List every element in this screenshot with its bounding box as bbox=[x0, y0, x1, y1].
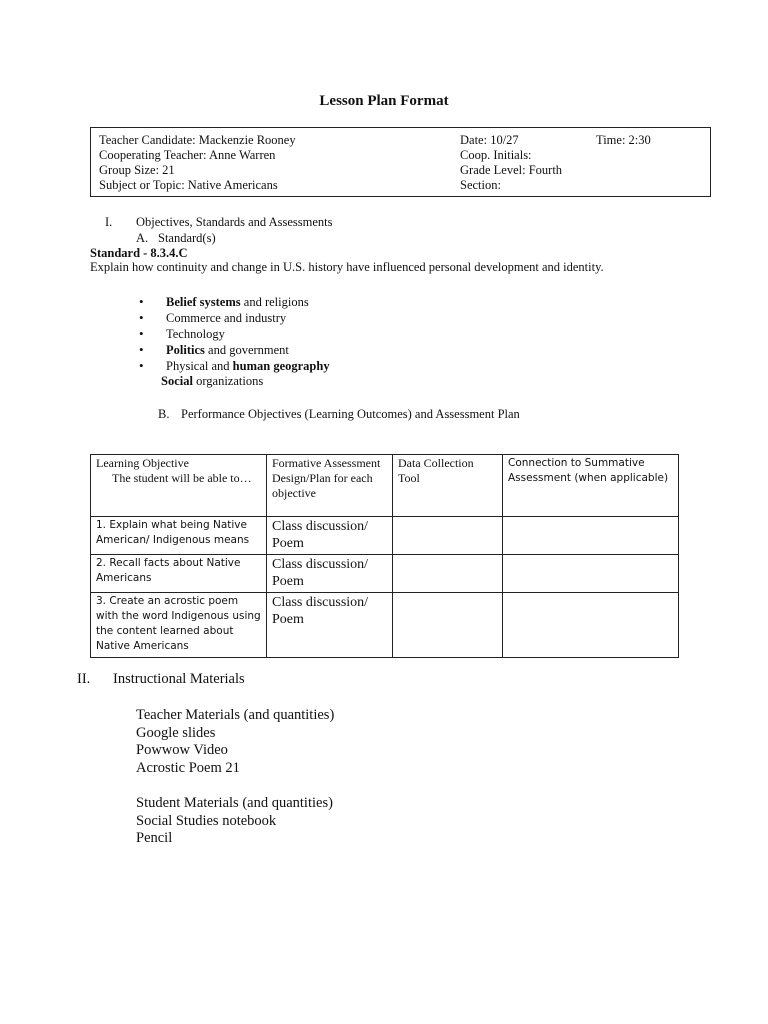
section-2-heading: Instructional Materials bbox=[113, 671, 245, 687]
date: Date: 10/27 bbox=[460, 133, 519, 147]
time: Time: 2:30 bbox=[596, 133, 651, 147]
bullet-item bbox=[139, 342, 330, 358]
bullet-item bbox=[139, 310, 330, 326]
standard-bullet-list bbox=[139, 294, 330, 374]
bullet-bold-text: Politics bbox=[166, 343, 205, 357]
data-tool-cell bbox=[393, 555, 503, 593]
bullet-glyph: • bbox=[139, 342, 144, 357]
subsection-b-letter: B. bbox=[158, 407, 170, 421]
bullet-text: and government bbox=[204, 343, 289, 357]
objective-cell: 2. Recall facts about Native Americans bbox=[91, 555, 267, 593]
header-learning-objective bbox=[91, 455, 267, 517]
data-tool-cell bbox=[393, 517, 503, 555]
teacher-materials bbox=[136, 707, 334, 777]
info-middle-column bbox=[460, 133, 562, 193]
bullet-text: and religions bbox=[240, 295, 309, 309]
continuation-text: organizations bbox=[192, 374, 264, 388]
connection-cell bbox=[503, 555, 679, 593]
objective-cell: 3. Create an acrostic poem with the word Indigenous using the content learned about Native Americans bbox=[91, 593, 267, 658]
student-material-item: Pencil bbox=[136, 830, 173, 846]
subsection-a-letter: A. bbox=[136, 231, 149, 245]
bullet-glyph: • bbox=[139, 326, 144, 341]
header-formative: Formative Assessment Design/Plan for each objective bbox=[267, 455, 393, 517]
header-connection: Connection to Summative Assessment (when applicable) bbox=[503, 455, 679, 517]
table-row bbox=[91, 593, 679, 658]
cooperating-teacher: Cooperating Teacher: Anne Warren bbox=[99, 148, 276, 162]
info-right-column bbox=[596, 133, 651, 148]
subject-topic: Subject or Topic: Native Americans bbox=[99, 178, 278, 192]
standard-text: Explain how continuity and change in U.S. history have influenced personal development and identity. bbox=[90, 260, 604, 274]
connection-cell bbox=[503, 517, 679, 555]
section-2-numeral: II. bbox=[77, 671, 91, 687]
coop-initials: Coop. Initials: bbox=[460, 148, 532, 162]
formative-cell: Class discussion/ Poem bbox=[267, 517, 393, 555]
formative-cell: Class discussion/ Poem bbox=[267, 593, 393, 658]
bullet-glyph: • bbox=[139, 310, 144, 325]
connection-cell bbox=[503, 593, 679, 658]
student-material-item: Social Studies notebook bbox=[136, 812, 277, 829]
bullet-bold-text: human geography bbox=[232, 359, 330, 373]
teacher-materials-heading: Teacher Materials (and quantities) bbox=[136, 707, 335, 723]
bullet-glyph: • bbox=[139, 358, 144, 373]
section-1-numeral: I. bbox=[105, 215, 113, 229]
objective-cell: 1. Explain what being Native American/ Indigenous means bbox=[91, 517, 267, 555]
bullet-bold-text: Belief systems bbox=[166, 295, 241, 309]
teacher-material-item: Google slides bbox=[136, 724, 216, 741]
bullet-item bbox=[139, 294, 330, 310]
section-1-heading: Objectives, Standards and Assessments bbox=[136, 215, 333, 229]
continuation-bold: Social bbox=[161, 374, 193, 388]
formative-cell: Class discussion/ Poem bbox=[267, 555, 393, 593]
bullet-item bbox=[139, 326, 330, 342]
teacher-candidate: Teacher Candidate: Mackenzie Rooney bbox=[99, 133, 296, 147]
student-materials-heading: Student Materials (and quantities) bbox=[136, 795, 333, 811]
student-materials bbox=[136, 795, 333, 848]
standard-label: Standard - 8.3.4.C bbox=[90, 246, 188, 260]
bullet-text: Technology bbox=[166, 327, 225, 341]
bullet-text: Commerce and industry bbox=[166, 311, 287, 325]
bullet-glyph: • bbox=[139, 294, 144, 309]
bullet-text: Physical and bbox=[166, 359, 233, 373]
header-objective-subtitle: The student will be able to… bbox=[112, 471, 252, 485]
header-data-tool: Data Collection Tool bbox=[393, 455, 503, 517]
group-size: Group Size: 21 bbox=[99, 163, 175, 177]
objectives-table bbox=[90, 454, 679, 658]
teacher-material-item: Acrostic Poem 21 bbox=[136, 759, 240, 776]
section-field: Section: bbox=[460, 178, 501, 192]
page-title: Lesson Plan Format bbox=[319, 93, 449, 109]
table-row bbox=[91, 555, 679, 593]
teacher-material-item: Powwow Video bbox=[136, 742, 228, 758]
bullet-continuation bbox=[161, 373, 263, 389]
header-objective-title: Learning Objective bbox=[96, 456, 189, 470]
data-tool-cell bbox=[393, 593, 503, 658]
info-left-column bbox=[99, 133, 296, 193]
table-row bbox=[91, 517, 679, 555]
lesson-info-box bbox=[90, 127, 711, 197]
bullet-item bbox=[139, 358, 330, 374]
subsection-a-heading: Standard(s) bbox=[158, 231, 216, 245]
subsection-b-heading: Performance Objectives (Learning Outcomes) and Assessment Plan bbox=[181, 407, 520, 421]
table-header-row bbox=[91, 455, 679, 517]
grade-level: Grade Level: Fourth bbox=[460, 163, 563, 177]
